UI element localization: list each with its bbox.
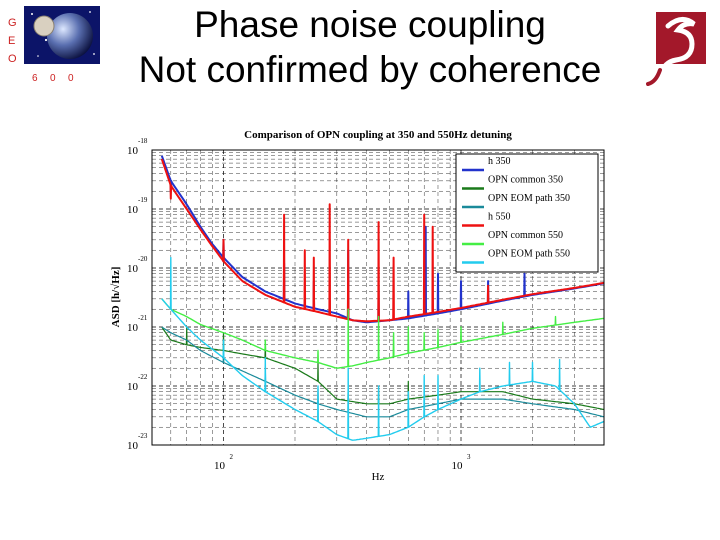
logo-planet — [47, 13, 93, 59]
x-tick-label — [452, 453, 472, 472]
logo-star — [93, 53, 95, 55]
y-axis-ticks — [127, 137, 148, 452]
logo-letter-g: G — [8, 17, 17, 29]
legend-label: h 550 — [488, 211, 511, 223]
legend-label: OPN common 550 — [488, 230, 563, 241]
y-tick-label — [127, 255, 148, 275]
y-tick-exponent: -19 — [138, 196, 148, 204]
y-tick-exponent: -21 — [138, 314, 148, 322]
slide-title-line-1: Phase noise coupling — [194, 4, 546, 45]
logo-star — [45, 39, 47, 41]
y-tick-base: 10 — [127, 440, 138, 452]
x-tick-label — [214, 453, 234, 472]
x-axis-label: Hz — [371, 471, 385, 483]
x-axis-ticks — [214, 453, 471, 472]
y-tick-label — [127, 373, 148, 393]
x-tick-base: 10 — [451, 460, 463, 472]
y-tick-label — [127, 314, 148, 334]
slide-title-line-2: Not confirmed by coherence — [138, 49, 602, 90]
geo600-logo — [2, 4, 102, 88]
logo-star — [37, 55, 39, 57]
legend-label: OPN common 350 — [488, 174, 563, 186]
y-tick-label — [127, 196, 148, 216]
y-tick-exponent: -20 — [138, 255, 148, 263]
legend-label: h 350 — [488, 156, 511, 167]
chart-title: Comparison of OPN coupling at 350 and 550Hz detuning — [244, 129, 512, 141]
logo-letter-o: O — [8, 53, 17, 65]
y-tick-base: 10 — [127, 263, 138, 275]
y-tick-base: 10 — [127, 145, 138, 157]
logo-letter-e: E — [8, 35, 16, 47]
university-logo — [642, 8, 712, 90]
logo-moon — [34, 16, 54, 36]
y-tick-base: 10 — [127, 381, 138, 393]
logo-digit-0a: 0 — [50, 73, 56, 84]
logo-star — [89, 11, 91, 13]
y-tick-exponent: -18 — [138, 137, 148, 145]
y-tick-exponent: -22 — [138, 373, 148, 381]
logo-digit-0b: 0 — [68, 73, 74, 84]
legend-label: OPN EOM path 350 — [488, 193, 570, 204]
opn-coupling-chart — [100, 118, 620, 488]
legend-label: OPN EOM path 550 — [488, 248, 570, 260]
y-tick-label — [127, 432, 148, 452]
y-axis-label: ASD [h/√Hz] — [110, 266, 122, 328]
y-tick-base: 10 — [127, 204, 138, 216]
series-line-opn-eom-path-550 — [162, 258, 604, 441]
x-tick-exponent: 3 — [467, 453, 471, 461]
slide-title — [110, 2, 630, 92]
logo-star — [31, 13, 33, 15]
x-tick-exponent: 2 — [229, 453, 233, 461]
x-tick-base: 10 — [213, 460, 225, 472]
y-tick-exponent: -23 — [138, 432, 148, 440]
logo-digit-6: 6 — [32, 73, 38, 84]
chart-legend — [456, 154, 598, 272]
y-tick-base: 10 — [127, 322, 138, 334]
y-tick-label — [127, 137, 148, 157]
